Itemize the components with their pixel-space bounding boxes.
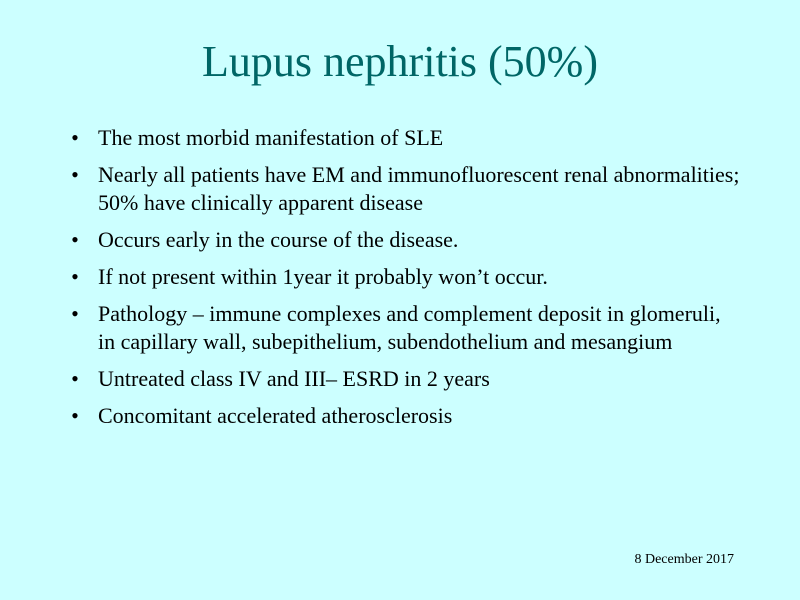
bullet-dot-icon: • (71, 301, 79, 326)
bullet-dot-icon: • (71, 227, 79, 252)
bullet-item (60, 402, 740, 430)
bullet-text: Concomitant accelerated atherosclerosis (98, 403, 453, 428)
bullet-text: If not present within 1year it probably won’t occur. (98, 264, 548, 289)
bullet-text: Pathology – immune complexes and complement deposit in glomeruli, in capillary wall, subepithelium, subendothelium and mesangium (98, 301, 721, 354)
bullet-dot-icon: • (71, 366, 79, 391)
bullet-item (60, 263, 740, 291)
bullet-text: Occurs early in the course of the disease. (98, 227, 459, 252)
bullet-list (60, 124, 740, 439)
bullet-text: Untreated class IV and III– ESRD in 2 years (98, 366, 490, 391)
bullet-item (60, 161, 740, 217)
bullet-dot-icon: • (71, 264, 79, 289)
bullet-item (60, 124, 740, 152)
bullet-item (60, 226, 740, 254)
bullet-item (60, 365, 740, 393)
slide-title: Lupus nephritis (50%) (202, 37, 598, 86)
bullet-item (60, 300, 740, 356)
bullet-dot-icon: • (71, 403, 79, 428)
bullet-dot-icon: • (71, 125, 79, 150)
bullet-dot-icon: • (71, 162, 79, 187)
bullet-text: Nearly all patients have EM and immunofluorescent renal abnormalities; 50% have clinically apparent disease (98, 162, 740, 215)
bullet-text: The most morbid manifestation of SLE (98, 125, 444, 150)
slide-date: 8 December 2017 (634, 552, 734, 567)
